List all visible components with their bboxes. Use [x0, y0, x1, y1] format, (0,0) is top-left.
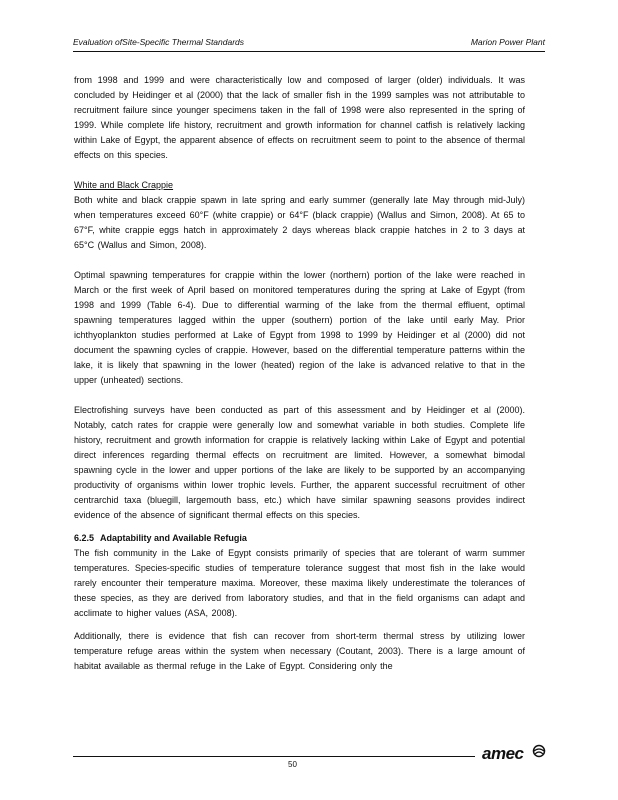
paragraph-optimal-spawning: Optimal spawning temperatures for crappie within the lower (northern) portion of the lake were reached in March or the first week of April based on monitored temperatures during the spring at Lake of Egypt (from 1998 and 1999 (Table 6-4). Due to differential warming of the lake from the thermal effluent, optimal spawning temperatures lagged within the upper (southern) portion of the lake until early May. Prior ichthyoplankton studies performed at Lake of Egypt from 1998 to 1999 by Heidinger et al (2000) did not document the spawning cycles of crappie. However, based on the differential temperature patterns within the lake, it is likely that spawning in the lower (heated) region of the lake is advanced relative to that in the upper (unheated) sections. [74, 270, 525, 385]
section-number: 6.2.5 [74, 533, 95, 543]
document-body [74, 73, 525, 674]
footer-divider [73, 756, 475, 757]
document-title: Evaluation ofSite-Specific Thermal Standards [73, 37, 245, 47]
paragraph-channel-catfish: from 1998 and 1999 and were characteristically low and composed of larger (older) individuals. It was concluded by Heidinger et al (2000) that the lack of smaller fish in the 1999 samples was not attributable to recruitment failure since younger specimens taken in the fall of 1998 were also represented in the spring of 1999. While complete life history, recruitment and growth information for channel catfish is relatively lacking within Lake of Egypt, the apparent absence of effects on recruitment seem to point to the absence of thermal effects on this species. [74, 75, 525, 160]
page-header [73, 37, 545, 52]
amec-logo [482, 744, 548, 766]
paragraph-thermal-refuge: Additionally, there is evidence that fish can recover from short-term thermal stress by utilizing lower temperature refuge areas within the system when necessary (Coutant, 2003). There is a large amount of habitat available as thermal refuge in the Lake of Egypt. Considering only the [74, 631, 525, 671]
paragraph-crappie-spawn: Both white and black crappie spawn in late spring and early summer (generally late May through mid-July) when temperatures exceed 60°F (white crappie) or 64°F (black crappie) (Wallus and Simon, 2008). At 65 to 67°F, white crappie eggs hatch in approximately 2 days whereas black crappie hatches in 2 to 3 days at 65°C (Wallus and Simon, 2008). [74, 195, 525, 250]
project-name: Marion Power Plant [470, 37, 545, 47]
section-title: Adaptability and Available Refugia [100, 533, 247, 543]
paragraph-electrofishing: Electrofishing surveys have been conducted as part of this assessment and by Heidinger et al (2000). Notably, catch rates for crappie were generally low and somewhat variable in both studies. Complete life history, recruitment and growth information for crappie is relatively lacking within Lake of Egypt and potential direct inferences regarding thermal effects on recruitment are limited. However, a somewhat bimodal spawning cycle in the lower and upper portions of the lake are likely to be supported by an accompanying productivity of organisms within lower trophic levels. Further, the apparent successful recruitment of other centrarchid taxa (bluegill, largemouth bass, etc.) which have similar spawning seasons provides indirect evidence of the absence of significant thermal effects on this species. [74, 405, 525, 520]
logo-text: amec [482, 744, 524, 763]
page-number: 50 [288, 760, 297, 769]
logo-globe-icon [532, 744, 546, 758]
subheading-crappie: White and Black Crappie [74, 180, 174, 190]
section-heading [74, 531, 525, 546]
paragraph-fish-community: The fish community in the Lake of Egypt consists primarily of species that are tolerant of warm summer temperatures. Species-specific studies of temperature tolerance suggest that most fish in the lake would rarely encounter their temperature maxima. Moreover, these maxima likely underestimate the tolerances of these species, as they are derived from laboratory studies, and that in the field organisms can adapt and acclimate to higher values (ASA, 2008). [74, 548, 525, 618]
